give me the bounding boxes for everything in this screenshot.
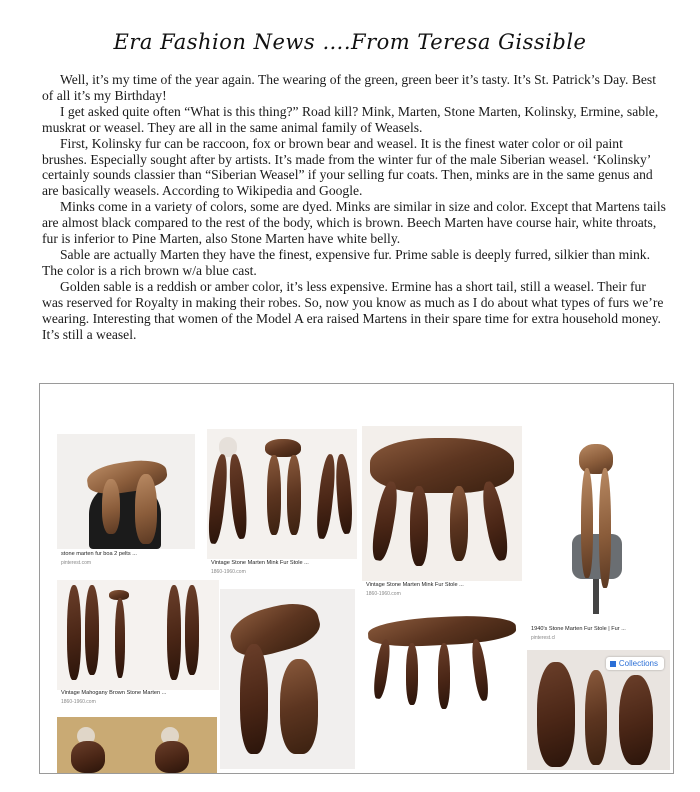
- image-tile[interactable]: [220, 589, 355, 769]
- paragraph: Well, it’s my time of the year again. The wearing of the green, green beer it’s tasty. It’s St. Patrick’s Day. Best of all it’s my Birthday!: [42, 72, 656, 103]
- fur-stole-photo: [207, 429, 357, 559]
- paragraph: Minks come in a variety of colors, some are dyed. Minks are similar in size and color. Except that Martens tails are almost black compared to the rest of the body, which is brown. Beech Marten have course hair, white throats, fur is inferior to Pine Marten, also Stone Marten have white belly.: [42, 199, 666, 247]
- image-source: 1860-1960.com: [211, 569, 246, 575]
- image-tile[interactable]: [207, 429, 357, 579]
- image-tile[interactable]: [527, 424, 667, 644]
- image-tile[interactable]: [57, 434, 195, 574]
- image-source: 1860-1960.com: [61, 699, 96, 705]
- image-tile[interactable]: [57, 717, 217, 773]
- fur-stole-photo: [362, 599, 522, 719]
- image-caption: Vintage Stone Marten Mink Fur Stole ...: [211, 560, 309, 566]
- image-tile[interactable]: [362, 599, 522, 719]
- collections-icon: [610, 661, 616, 667]
- paragraph: First, Kolinsky fur can be raccoon, fox or brown bear and weasel. It is the finest water color or oil paint brushes. Especially sought after by artists. It’s made from the winter fur of the male Siberian weasel. ‘Kolinsky’ certainly sounds classier than “Siberian Weasel” if your selling fur coats. Then, minks are in the same genus and are basically weasels. According to Wikipedia and Google.: [42, 135, 653, 199]
- image-source: pinterest.com: [61, 560, 92, 566]
- page-title: Era Fashion News ….From Teresa Gissible: [113, 30, 587, 54]
- image-caption: 1940's Stone Marten Fur Stole | Fur ...: [531, 626, 626, 632]
- image-caption: stone marten fur boa 2 pelts ...: [61, 551, 137, 557]
- paragraph: Sable are actually Marten they have the finest, expensive fur. Prime sable is deeply furred, silkier than mink. The color is a rich brown w/a blue cast.: [42, 246, 651, 278]
- image-source: pinterest.cl: [531, 635, 556, 641]
- collections-button[interactable]: [606, 657, 664, 670]
- image-tile[interactable]: [527, 650, 670, 770]
- article-body: [42, 72, 668, 342]
- image-source: 1860-1960.com: [366, 591, 401, 597]
- fur-stole-photo: [362, 426, 522, 581]
- fur-stole-photo: [57, 717, 217, 773]
- fur-stole-image-collage: [39, 383, 674, 774]
- fur-stole-photo: [527, 424, 667, 622]
- image-caption: Vintage Stone Marten Mink Fur Stole ...: [366, 582, 464, 588]
- fur-boa-photo: [57, 434, 195, 549]
- collections-label: Collections: [618, 659, 658, 668]
- paragraph: Golden sable is a reddish or amber color, it’s less expensive. Ermine has a short tail, still a weasel. Their fur was reserved for Royalty in making their robes. So, now you know as much as I do about what types of furs we’re wearing. Interesting that women of the Model A era raised Martens in their spare time for extra household money. It’s still a weasel.: [42, 278, 664, 342]
- fur-stole-photo: [57, 580, 219, 690]
- image-caption: Vintage Mahogany Brown Stone Marten ...: [61, 690, 167, 696]
- image-tile[interactable]: [362, 426, 522, 601]
- fur-stole-photo: [220, 589, 355, 769]
- image-tile[interactable]: [57, 580, 219, 710]
- paragraph: I get asked quite often “What is this thing?” Road kill? Mink, Marten, Stone Marten, Kolinsky, Ermine, sable, muskrat or weasel. They are all in the same animal family of Weasels.: [42, 103, 659, 135]
